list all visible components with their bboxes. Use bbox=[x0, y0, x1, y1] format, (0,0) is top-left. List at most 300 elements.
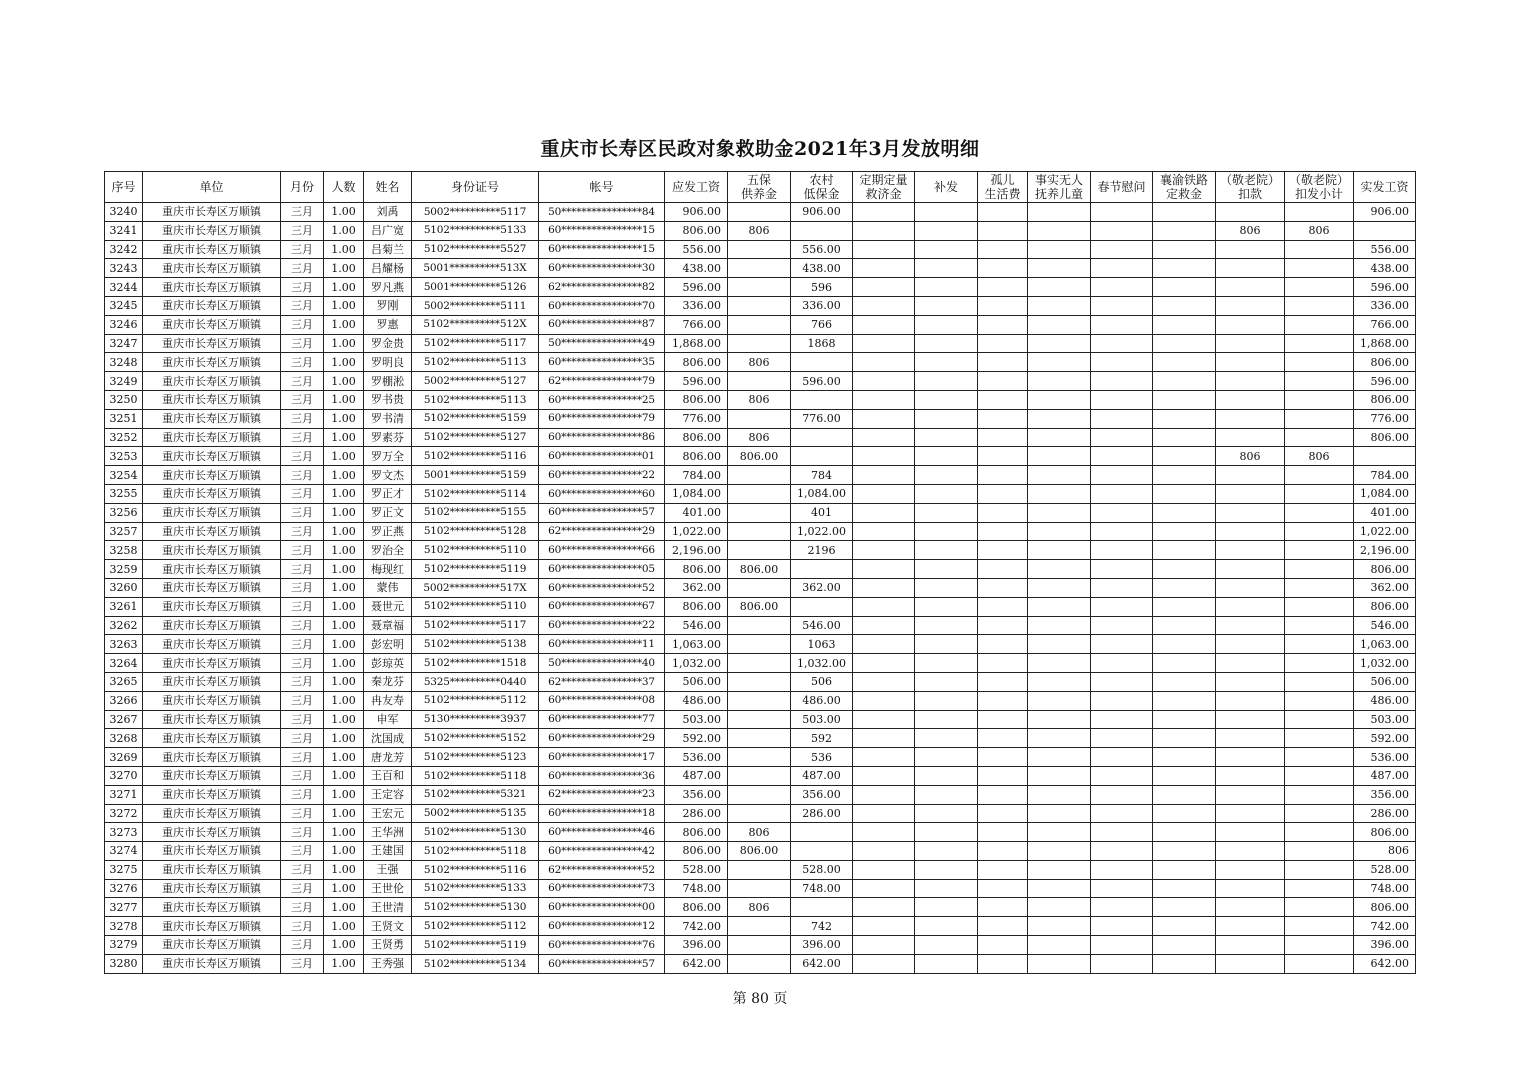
table-cell: 3257 bbox=[105, 522, 143, 541]
table-cell bbox=[978, 409, 1028, 428]
table-cell: 1.00 bbox=[324, 221, 364, 240]
table-cell: 3244 bbox=[105, 278, 143, 297]
table-cell: 806.00 bbox=[665, 842, 728, 861]
table-cell bbox=[1091, 221, 1153, 240]
table-row bbox=[105, 259, 1416, 278]
table-cell: 聂章福 bbox=[364, 616, 412, 635]
table-cell: 806 bbox=[1216, 221, 1285, 240]
table-cell bbox=[1216, 484, 1285, 503]
table-cell bbox=[1216, 748, 1285, 767]
table-cell: 356.00 bbox=[1354, 785, 1416, 804]
table-cell bbox=[1028, 917, 1091, 936]
table-cell: 3252 bbox=[105, 428, 143, 447]
table-cell: 罗书贵 bbox=[364, 390, 412, 409]
table-cell bbox=[915, 729, 978, 748]
table-cell: 60****************67 bbox=[539, 597, 665, 616]
table-cell bbox=[978, 842, 1028, 861]
table-cell bbox=[1091, 484, 1153, 503]
table-cell bbox=[1285, 766, 1354, 785]
table-cell: 重庆市长寿区万顺镇 bbox=[143, 898, 281, 917]
table-cell: 重庆市长寿区万顺镇 bbox=[143, 860, 281, 879]
table-cell bbox=[915, 616, 978, 635]
table-cell bbox=[1091, 597, 1153, 616]
table-cell: 梅现红 bbox=[364, 560, 412, 579]
table-cell bbox=[1285, 936, 1354, 955]
table-cell: 三月 bbox=[281, 372, 324, 391]
table-cell: 3270 bbox=[105, 766, 143, 785]
table-cell: 592 bbox=[791, 729, 853, 748]
table-cell bbox=[1091, 710, 1153, 729]
table-cell bbox=[853, 409, 915, 428]
table-cell bbox=[728, 315, 791, 334]
table-cell bbox=[1028, 447, 1091, 466]
table-cell bbox=[1028, 466, 1091, 485]
table-cell: 596.00 bbox=[665, 372, 728, 391]
table-cell bbox=[853, 729, 915, 748]
table-cell: 3265 bbox=[105, 672, 143, 691]
table-cell bbox=[915, 672, 978, 691]
table-cell: 3243 bbox=[105, 259, 143, 278]
table-cell: 三月 bbox=[281, 748, 324, 767]
table-cell: 556.00 bbox=[791, 240, 853, 259]
table-cell: 806.00 bbox=[1354, 428, 1416, 447]
table-cell bbox=[915, 484, 978, 503]
table-cell bbox=[1354, 447, 1416, 466]
table-cell bbox=[1285, 541, 1354, 560]
table-cell: 596.00 bbox=[1354, 278, 1416, 297]
table-cell bbox=[978, 278, 1028, 297]
table-cell bbox=[1153, 315, 1216, 334]
table-cell bbox=[853, 466, 915, 485]
table-cell: 806.00 bbox=[1354, 390, 1416, 409]
column-header: 事实无人 抚养儿童 bbox=[1028, 172, 1091, 203]
table-cell: 1.00 bbox=[324, 409, 364, 428]
table-cell: 重庆市长寿区万顺镇 bbox=[143, 447, 281, 466]
table-cell: 重庆市长寿区万顺镇 bbox=[143, 428, 281, 447]
table-cell bbox=[1216, 390, 1285, 409]
table-cell: 506.00 bbox=[665, 672, 728, 691]
table-cell bbox=[1153, 860, 1216, 879]
table-cell bbox=[915, 503, 978, 522]
table-cell bbox=[1216, 804, 1285, 823]
column-header: 农村 低保金 bbox=[791, 172, 853, 203]
table-cell: 401.00 bbox=[1354, 503, 1416, 522]
table-cell: 1.00 bbox=[324, 503, 364, 522]
table-cell: 重庆市长寿区万顺镇 bbox=[143, 541, 281, 560]
table-cell: 重庆市长寿区万顺镇 bbox=[143, 522, 281, 541]
table-cell bbox=[1216, 766, 1285, 785]
table-cell bbox=[1285, 560, 1354, 579]
table-cell: 1.00 bbox=[324, 372, 364, 391]
table-cell: 60****************12 bbox=[539, 917, 665, 936]
table-cell: 5130**********3937 bbox=[412, 710, 539, 729]
table-cell bbox=[915, 804, 978, 823]
table-cell: 806 bbox=[1285, 221, 1354, 240]
table-cell bbox=[1216, 578, 1285, 597]
table-cell: 1,032.00 bbox=[665, 654, 728, 673]
table-cell: 重庆市长寿区万顺镇 bbox=[143, 484, 281, 503]
table-row bbox=[105, 503, 1416, 522]
table-cell: 60****************86 bbox=[539, 428, 665, 447]
table-cell bbox=[1285, 428, 1354, 447]
table-cell bbox=[1153, 616, 1216, 635]
table-row bbox=[105, 203, 1416, 222]
table-cell: 3276 bbox=[105, 879, 143, 898]
table-cell bbox=[853, 240, 915, 259]
table-cell: 1.00 bbox=[324, 766, 364, 785]
table-cell: 806.00 bbox=[728, 560, 791, 579]
table-cell bbox=[1091, 691, 1153, 710]
table-cell: 806.00 bbox=[1354, 823, 1416, 842]
table-cell bbox=[791, 842, 853, 861]
table-cell: 62****************79 bbox=[539, 372, 665, 391]
column-header: 孤儿 生活费 bbox=[978, 172, 1028, 203]
table-cell bbox=[728, 484, 791, 503]
table-cell bbox=[915, 597, 978, 616]
table-cell: 重庆市长寿区万顺镇 bbox=[143, 240, 281, 259]
table-cell bbox=[853, 842, 915, 861]
table-cell bbox=[728, 578, 791, 597]
table-cell: 60****************30 bbox=[539, 259, 665, 278]
table-cell bbox=[1285, 578, 1354, 597]
table-cell: 三月 bbox=[281, 691, 324, 710]
table-cell: 592.00 bbox=[1354, 729, 1416, 748]
table-cell: 806.00 bbox=[728, 447, 791, 466]
table-cell bbox=[915, 748, 978, 767]
table-cell: 60****************73 bbox=[539, 879, 665, 898]
table-cell: 62****************29 bbox=[539, 522, 665, 541]
table-cell: 1.00 bbox=[324, 917, 364, 936]
table-cell: 528.00 bbox=[791, 860, 853, 879]
table-cell: 642.00 bbox=[791, 954, 853, 973]
table-cell bbox=[791, 428, 853, 447]
table-cell: 60****************29 bbox=[539, 729, 665, 748]
table-cell: 806.00 bbox=[665, 597, 728, 616]
table-cell: 356.00 bbox=[665, 785, 728, 804]
table-cell: 三月 bbox=[281, 597, 324, 616]
page-number: 第 80 页 bbox=[732, 991, 788, 1007]
table-cell: 3262 bbox=[105, 616, 143, 635]
table-cell bbox=[1091, 522, 1153, 541]
table-header bbox=[105, 172, 1416, 203]
table-cell: 3251 bbox=[105, 409, 143, 428]
table-cell: 5002**********5111 bbox=[412, 296, 539, 315]
table-cell bbox=[1153, 710, 1216, 729]
table-cell: 1.00 bbox=[324, 466, 364, 485]
table-cell bbox=[853, 390, 915, 409]
table-cell: 三月 bbox=[281, 447, 324, 466]
table-cell bbox=[1091, 578, 1153, 597]
table-cell: 596.00 bbox=[1354, 372, 1416, 391]
table-cell: 1.00 bbox=[324, 654, 364, 673]
table-cell: 336.00 bbox=[665, 296, 728, 315]
table-cell bbox=[915, 372, 978, 391]
table-cell: 王宏元 bbox=[364, 804, 412, 823]
table-cell bbox=[728, 203, 791, 222]
table-cell: 806 bbox=[728, 390, 791, 409]
table-cell bbox=[1028, 635, 1091, 654]
table-cell bbox=[1028, 672, 1091, 691]
table-cell: 503.00 bbox=[1354, 710, 1416, 729]
table-cell: 596.00 bbox=[665, 278, 728, 297]
table-cell bbox=[1153, 203, 1216, 222]
table-cell: 776.00 bbox=[1354, 409, 1416, 428]
table-cell: 2,196.00 bbox=[665, 541, 728, 560]
table-cell bbox=[1216, 259, 1285, 278]
table-cell: 50****************84 bbox=[539, 203, 665, 222]
table-cell bbox=[1028, 334, 1091, 353]
table-cell bbox=[853, 860, 915, 879]
table-cell: 5102**********5155 bbox=[412, 503, 539, 522]
table-cell: 重庆市长寿区万顺镇 bbox=[143, 597, 281, 616]
table-cell: 重庆市长寿区万顺镇 bbox=[143, 203, 281, 222]
table-cell bbox=[915, 390, 978, 409]
table-cell bbox=[853, 503, 915, 522]
table-cell: 742.00 bbox=[1354, 917, 1416, 936]
table-cell bbox=[1216, 785, 1285, 804]
table-cell: 486.00 bbox=[791, 691, 853, 710]
table-cell: 3260 bbox=[105, 578, 143, 597]
table-cell bbox=[853, 334, 915, 353]
table-cell: 沈国成 bbox=[364, 729, 412, 748]
table-cell: 546.00 bbox=[665, 616, 728, 635]
table-cell bbox=[728, 240, 791, 259]
table-cell bbox=[1028, 390, 1091, 409]
table-cell: 806 bbox=[1216, 447, 1285, 466]
table-cell bbox=[978, 691, 1028, 710]
table-row bbox=[105, 898, 1416, 917]
table-cell: 1.00 bbox=[324, 484, 364, 503]
table-cell bbox=[1216, 466, 1285, 485]
table-cell bbox=[791, 898, 853, 917]
table-cell: 362.00 bbox=[1354, 578, 1416, 597]
table-cell bbox=[1091, 296, 1153, 315]
table-cell bbox=[1216, 898, 1285, 917]
table-cell: 1,032.00 bbox=[1354, 654, 1416, 673]
table-cell bbox=[853, 560, 915, 579]
table-cell: 3247 bbox=[105, 334, 143, 353]
table-cell: 60****************35 bbox=[539, 353, 665, 372]
table-row bbox=[105, 710, 1416, 729]
table-cell: 5102**********5117 bbox=[412, 334, 539, 353]
table-cell: 重庆市长寿区万顺镇 bbox=[143, 672, 281, 691]
table-cell bbox=[853, 936, 915, 955]
table-cell: 2196 bbox=[791, 541, 853, 560]
table-cell: 5002**********5127 bbox=[412, 372, 539, 391]
table-cell bbox=[1285, 710, 1354, 729]
table-cell: 罗正文 bbox=[364, 503, 412, 522]
table-row bbox=[105, 691, 1416, 710]
table-cell: 784.00 bbox=[665, 466, 728, 485]
table-cell bbox=[1153, 560, 1216, 579]
table-cell bbox=[791, 390, 853, 409]
table-cell bbox=[915, 936, 978, 955]
table-cell bbox=[978, 221, 1028, 240]
table-cell bbox=[1285, 522, 1354, 541]
table-cell: 503.00 bbox=[665, 710, 728, 729]
table-cell: 三月 bbox=[281, 898, 324, 917]
table-cell: 60****************36 bbox=[539, 766, 665, 785]
column-header: 应发工资 bbox=[665, 172, 728, 203]
table-cell: 3255 bbox=[105, 484, 143, 503]
table-cell bbox=[728, 541, 791, 560]
table-cell: 60****************66 bbox=[539, 541, 665, 560]
table-cell bbox=[915, 560, 978, 579]
table-cell: 1.00 bbox=[324, 748, 364, 767]
table-cell: 806.00 bbox=[665, 390, 728, 409]
table-cell bbox=[978, 879, 1028, 898]
table-cell: 748.00 bbox=[791, 879, 853, 898]
table-cell: 重庆市长寿区万顺镇 bbox=[143, 879, 281, 898]
table-cell: 546.00 bbox=[1354, 616, 1416, 635]
table-cell bbox=[853, 296, 915, 315]
table-cell bbox=[1091, 804, 1153, 823]
table-cell: 806.00 bbox=[665, 221, 728, 240]
table-cell: 362.00 bbox=[665, 578, 728, 597]
column-header: 姓名 bbox=[364, 172, 412, 203]
table-cell: 1,022.00 bbox=[665, 522, 728, 541]
table-cell bbox=[728, 372, 791, 391]
table-cell: 60****************08 bbox=[539, 691, 665, 710]
table-cell bbox=[728, 917, 791, 936]
table-cell: 3280 bbox=[105, 954, 143, 973]
table-cell bbox=[915, 221, 978, 240]
table-cell bbox=[1216, 860, 1285, 879]
table-cell bbox=[1028, 729, 1091, 748]
table-cell: 刘禹 bbox=[364, 203, 412, 222]
table-cell bbox=[978, 428, 1028, 447]
table-cell: 1.00 bbox=[324, 278, 364, 297]
table-cell: 5002**********5135 bbox=[412, 804, 539, 823]
table-cell bbox=[853, 691, 915, 710]
table-cell: 592.00 bbox=[665, 729, 728, 748]
table-row bbox=[105, 353, 1416, 372]
table-cell bbox=[1285, 729, 1354, 748]
table-cell bbox=[853, 823, 915, 842]
table-cell bbox=[1153, 823, 1216, 842]
table-cell bbox=[1028, 954, 1091, 973]
table-cell bbox=[1216, 503, 1285, 522]
table-cell bbox=[1153, 447, 1216, 466]
table-cell bbox=[1153, 917, 1216, 936]
table-cell: 401.00 bbox=[665, 503, 728, 522]
table-cell bbox=[1091, 842, 1153, 861]
table-cell: 3267 bbox=[105, 710, 143, 729]
table-cell: 766.00 bbox=[1354, 315, 1416, 334]
table-cell: 重庆市长寿区万顺镇 bbox=[143, 766, 281, 785]
table-cell bbox=[1153, 672, 1216, 691]
table-cell: 三月 bbox=[281, 804, 324, 823]
table-cell: 蒙伟 bbox=[364, 578, 412, 597]
table-cell bbox=[1028, 785, 1091, 804]
table-cell: 1.00 bbox=[324, 447, 364, 466]
table-cell bbox=[853, 879, 915, 898]
table-cell bbox=[728, 409, 791, 428]
table-cell: 487.00 bbox=[1354, 766, 1416, 785]
table-cell bbox=[1216, 691, 1285, 710]
table-cell: 3245 bbox=[105, 296, 143, 315]
table-cell bbox=[978, 729, 1028, 748]
table-cell bbox=[1153, 503, 1216, 522]
table-cell bbox=[1091, 315, 1153, 334]
table-cell bbox=[915, 447, 978, 466]
table-cell bbox=[1153, 654, 1216, 673]
table-cell: 60****************57 bbox=[539, 954, 665, 973]
table-cell bbox=[1091, 917, 1153, 936]
table-cell bbox=[915, 541, 978, 560]
table-cell: 1.00 bbox=[324, 522, 364, 541]
table-cell: 三月 bbox=[281, 729, 324, 748]
table-cell: 5102**********5117 bbox=[412, 616, 539, 635]
table-cell bbox=[915, 353, 978, 372]
column-header: 身份证号 bbox=[412, 172, 539, 203]
table-cell: 806.00 bbox=[665, 428, 728, 447]
table-cell bbox=[1216, 842, 1285, 861]
table-cell bbox=[978, 898, 1028, 917]
table-row bbox=[105, 334, 1416, 353]
table-cell bbox=[1285, 484, 1354, 503]
table-cell: 5102**********5116 bbox=[412, 860, 539, 879]
table-cell bbox=[1153, 936, 1216, 955]
table-cell bbox=[1028, 823, 1091, 842]
table-cell: 506 bbox=[791, 672, 853, 691]
table-cell bbox=[978, 484, 1028, 503]
table-cell: 60****************22 bbox=[539, 466, 665, 485]
table-cell: 596 bbox=[791, 278, 853, 297]
column-header: 序号 bbox=[105, 172, 143, 203]
table-cell: 3258 bbox=[105, 541, 143, 560]
table-cell: 1.00 bbox=[324, 691, 364, 710]
table-cell bbox=[791, 353, 853, 372]
table-cell: 60****************15 bbox=[539, 221, 665, 240]
column-header: 月份 bbox=[281, 172, 324, 203]
table-cell bbox=[915, 766, 978, 785]
table-cell bbox=[1028, 503, 1091, 522]
table-cell bbox=[978, 710, 1028, 729]
table-cell bbox=[1285, 823, 1354, 842]
table-cell: 60****************18 bbox=[539, 804, 665, 823]
table-row bbox=[105, 917, 1416, 936]
table-cell bbox=[728, 710, 791, 729]
table-cell bbox=[728, 691, 791, 710]
table-cell bbox=[728, 334, 791, 353]
table-cell bbox=[1153, 842, 1216, 861]
table-cell: 三月 bbox=[281, 616, 324, 635]
table-cell bbox=[791, 447, 853, 466]
column-header: 春节慰问 bbox=[1091, 172, 1153, 203]
table-cell bbox=[1091, 898, 1153, 917]
table-cell bbox=[1028, 748, 1091, 767]
table-row bbox=[105, 785, 1416, 804]
table-cell bbox=[1028, 597, 1091, 616]
table-cell: 唐龙芳 bbox=[364, 748, 412, 767]
table-cell bbox=[978, 823, 1028, 842]
table-cell bbox=[853, 672, 915, 691]
column-header: 帐号 bbox=[539, 172, 665, 203]
table-cell: 重庆市长寿区万顺镇 bbox=[143, 710, 281, 729]
table-cell: 396.00 bbox=[791, 936, 853, 955]
table-cell: 3259 bbox=[105, 560, 143, 579]
table-cell: 3277 bbox=[105, 898, 143, 917]
table-cell bbox=[1028, 221, 1091, 240]
table-cell bbox=[915, 428, 978, 447]
table-cell: 806.00 bbox=[1354, 353, 1416, 372]
table-cell bbox=[1091, 409, 1153, 428]
table-cell: 906.00 bbox=[665, 203, 728, 222]
document-title: 重庆市长寿区民政对象救助金2021年3月发放明细 bbox=[540, 138, 980, 160]
table-cell bbox=[915, 240, 978, 259]
table-row bbox=[105, 936, 1416, 955]
